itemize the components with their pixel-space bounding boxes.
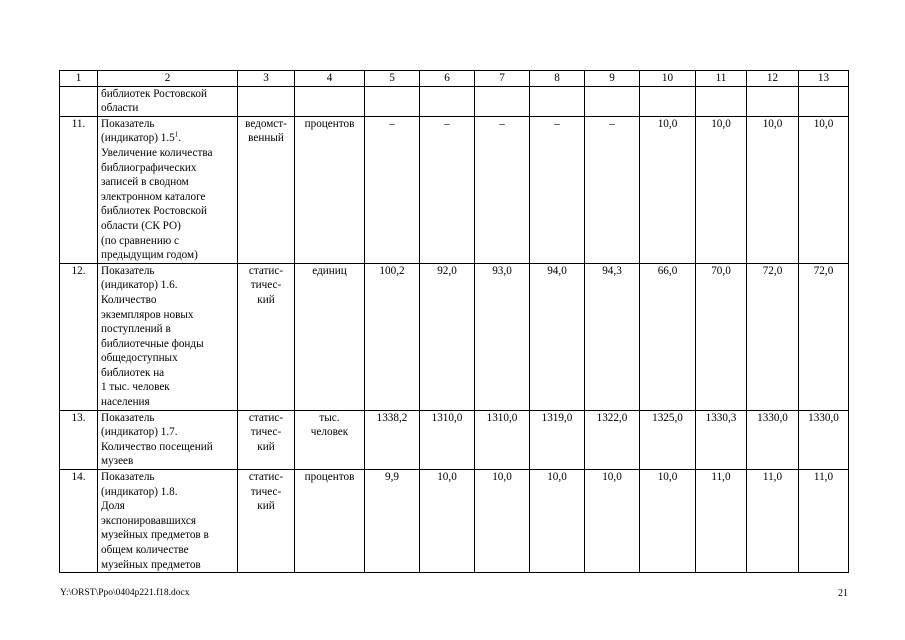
indicator-name-line: музеев [101, 455, 134, 468]
indicator-type-line: тичес- [250, 485, 282, 498]
indicator-name-line: области (СК РО) [101, 219, 181, 232]
unit-of-measure [295, 263, 365, 410]
indicator-name-line: предыдущим годом) [101, 249, 198, 262]
value-cell: 100,2 [365, 263, 420, 410]
indicator-name-line: Показатель [101, 471, 155, 484]
indicator-name-line: общедоступных [101, 352, 178, 365]
column-number: 13 [799, 71, 849, 87]
indicator-name [98, 470, 238, 573]
indicator-name [98, 263, 238, 410]
value-cell: 72,0 [747, 263, 799, 410]
page-number: 21 [838, 588, 848, 599]
indicator-name [98, 86, 238, 116]
column-number: 1 [60, 71, 98, 87]
value-cell: 1310,0 [475, 410, 530, 469]
indicator-name-line: музейных предметов [101, 558, 201, 571]
value-cell [475, 86, 530, 116]
unit-line: человек [310, 426, 349, 439]
column-number: 7 [475, 71, 530, 87]
indicator-type-line: ведомст- [245, 117, 287, 130]
value-cell: 1330,0 [799, 410, 849, 469]
column-number: 6 [420, 71, 475, 87]
indicator-name-line: электронном каталоге [101, 190, 206, 203]
value-cell: 10,0 [799, 116, 849, 263]
column-number: 12 [747, 71, 799, 87]
value-cell: – [475, 116, 530, 263]
value-cell: 70,0 [696, 263, 747, 410]
value-cell [747, 86, 799, 116]
indicator-name-line: Количество посещений [101, 440, 213, 453]
indicator-name [98, 410, 238, 469]
unit-line: процентов [304, 117, 355, 130]
value-cell: 1330,3 [696, 410, 747, 469]
indicator-type-line: статис- [248, 471, 284, 484]
value-cell: 1330,0 [747, 410, 799, 469]
value-cell: 10,0 [530, 470, 585, 573]
value-cell: 93,0 [475, 263, 530, 410]
value-cell [640, 86, 696, 116]
indicator-name-line: Показатель [101, 411, 155, 424]
value-cell: 1325,0 [640, 410, 696, 469]
indicator-name-line: Показатель [101, 117, 155, 130]
value-cell: 94,0 [530, 263, 585, 410]
value-cell: 10,0 [696, 116, 747, 263]
value-cell [696, 86, 747, 116]
value-cell: 11,0 [696, 470, 747, 573]
indicator-type [238, 263, 295, 410]
unit-line: процентов [304, 471, 355, 484]
indicator-name-line: (индикатор) $1.5^1$. [101, 130, 182, 145]
indicator-name-line: экспонировавшихся [101, 514, 197, 527]
value-cell [365, 86, 420, 116]
value-cell: 10,0 [475, 470, 530, 573]
column-number: 10 [640, 71, 696, 87]
indicator-name-line: области [101, 102, 139, 115]
column-number: 8 [530, 71, 585, 87]
indicator-name-line: экземпляров новых [101, 308, 194, 321]
footnote-marker: 1 [174, 130, 179, 139]
value-cell: 1338,2 [365, 410, 420, 469]
value-cell: – [365, 116, 420, 263]
row-number: 11. [60, 116, 98, 263]
indicator-type-line: кий [257, 500, 275, 513]
column-number: 2 [98, 71, 238, 87]
indicator-type-line: венный [248, 132, 284, 145]
value-cell: 10,0 [640, 116, 696, 263]
value-cell [420, 86, 475, 116]
indicator-type-line: статис- [248, 264, 284, 277]
value-cell [530, 86, 585, 116]
value-cell [799, 86, 849, 116]
unit-of-measure [295, 410, 365, 469]
indicator-type-line: тичес- [250, 279, 282, 292]
value-cell [585, 86, 640, 116]
unit-line: единиц [312, 264, 347, 277]
indicator-name-line: (индикатор) 1.6. [101, 279, 178, 292]
indicator-name-line: (по сравнению с [101, 234, 179, 247]
value-cell: 10,0 [747, 116, 799, 263]
row-number: 13. [60, 410, 98, 469]
indicator-type-line: кий [257, 293, 275, 306]
indicator-name [98, 116, 238, 263]
table-row [60, 410, 849, 469]
indicator-name-line: библиотечные фонды [101, 337, 204, 350]
column-numbers-row [60, 71, 849, 87]
document-file-path: Y:\ORST\Ppo\0404p221.f18.docx [60, 588, 190, 598]
indicator-name-line: музейных предметов в [101, 529, 209, 542]
value-cell: 92,0 [420, 263, 475, 410]
value-cell: 1310,0 [420, 410, 475, 469]
column-number: 11 [696, 71, 747, 87]
indicator-name-line: Количество [101, 293, 157, 306]
indicator-name-line: Доля [101, 500, 125, 513]
column-number: 3 [238, 71, 295, 87]
value-cell: 94,3 [585, 263, 640, 410]
indicator-name-line: (индикатор) 1.7. [101, 426, 178, 439]
row-number: 14. [60, 470, 98, 573]
indicator-name-line: поступлений в [101, 323, 171, 336]
table-row [60, 86, 849, 116]
indicator-name-line: записей в сводном [101, 176, 189, 189]
value-cell: – [420, 116, 475, 263]
indicator-type [238, 86, 295, 116]
value-cell: 11,0 [799, 470, 849, 573]
value-cell: 9,9 [365, 470, 420, 573]
indicator-name-line: библиографических [101, 161, 197, 174]
column-number: 9 [585, 71, 640, 87]
unit-of-measure [295, 86, 365, 116]
value-cell: 10,0 [585, 470, 640, 573]
indicator-name-line: библиотек Ростовской [101, 205, 207, 218]
indicator-name-line: общем количестве [101, 544, 189, 556]
row-number [60, 86, 98, 116]
value-cell: 72,0 [799, 263, 849, 410]
row-number: 12. [60, 263, 98, 410]
indicator-type [238, 410, 295, 469]
value-cell: 1319,0 [530, 410, 585, 469]
unit-of-measure [295, 470, 365, 573]
indicator-name-line: библиотек на [101, 366, 165, 379]
indicator-name-line: населения [101, 396, 150, 409]
indicator-type-line: тичес- [250, 426, 282, 439]
table-row [60, 263, 849, 410]
table-row [60, 470, 849, 573]
value-cell: 11,0 [747, 470, 799, 573]
indicator-type-line: статис- [248, 411, 284, 424]
indicator-type-line: кий [257, 440, 275, 453]
value-cell: – [530, 116, 585, 263]
table-row [60, 116, 849, 263]
column-number: 5 [365, 71, 420, 87]
indicator-name-line: 1 тыс. человек [101, 381, 170, 394]
value-cell: 10,0 [420, 470, 475, 573]
indicator-name-line: Увеличение количества [101, 146, 213, 159]
indicator-name-line: (индикатор) 1.8. [101, 485, 178, 498]
unit-line: тыс. [319, 411, 340, 424]
column-number: 4 [295, 71, 365, 87]
indicator-type [238, 116, 295, 263]
indicators-table [59, 70, 849, 573]
value-cell: 66,0 [640, 263, 696, 410]
indicator-name-line: Показатель [101, 264, 155, 277]
value-cell: 10,0 [640, 470, 696, 573]
value-cell: – [585, 116, 640, 263]
indicator-name-line: библиотек Ростовской [101, 87, 207, 100]
unit-of-measure [295, 116, 365, 263]
indicator-name-text: (индикатор) 1.5 [101, 132, 175, 145]
value-cell: 1322,0 [585, 410, 640, 469]
indicator-type [238, 470, 295, 573]
